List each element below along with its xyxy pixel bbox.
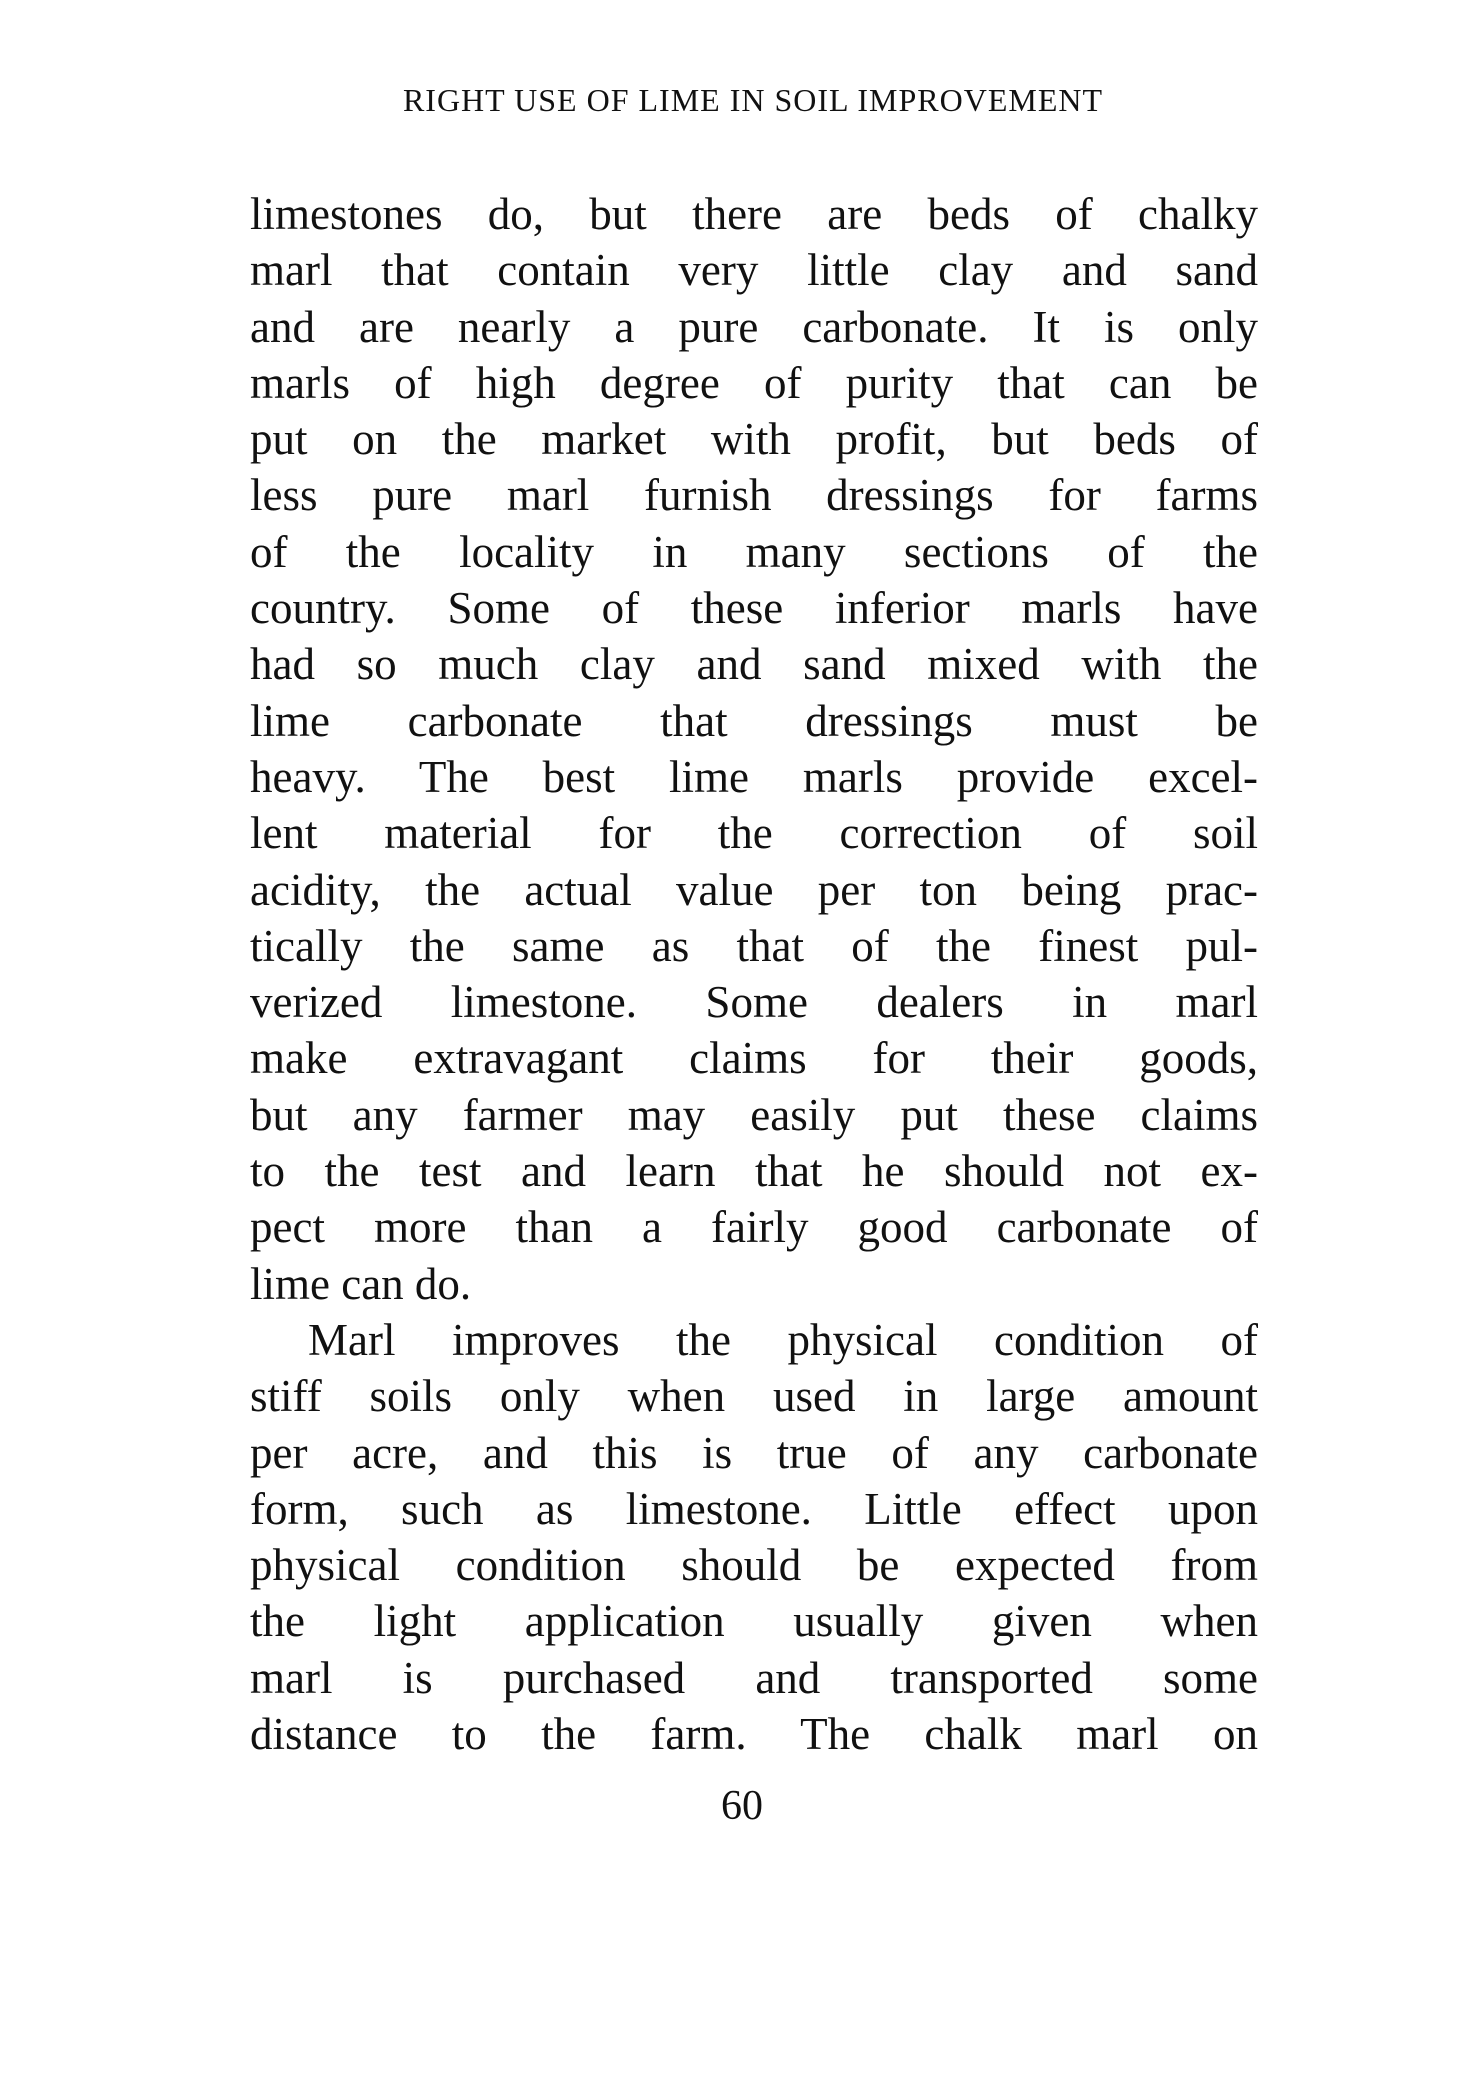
- paragraph: [250, 1312, 1258, 1762]
- text-line: to the test and learn that he should not ex-: [250, 1146, 1258, 1197]
- text-line: marls of high degree of purity that can be: [250, 357, 1258, 408]
- text-line: make extravagant claims for their goods,: [250, 1033, 1258, 1084]
- page-number: 60: [721, 1783, 763, 1829]
- text-line: per acre, and this is true of any carbonate: [250, 1427, 1258, 1478]
- text-line: less pure marl furnish dressings for farms: [250, 470, 1258, 521]
- text-line: marl is purchased and transported some: [250, 1652, 1258, 1703]
- text-line: tically the same as that of the finest pul-: [250, 920, 1258, 971]
- text-line: verized limestone. Some dealers in marl: [250, 977, 1258, 1028]
- text-line: form, such as limestone. Little effect upon: [250, 1483, 1258, 1534]
- running-header: RIGHT USE OF LIME IN SOIL IMPROVEMENT: [402, 82, 1104, 118]
- text-line: pect more than a fairly good carbonate of: [250, 1202, 1258, 1253]
- text-line: marl that contain very little clay and sand: [250, 245, 1258, 296]
- text-line: Marl improves the physical condition of: [308, 1314, 1258, 1365]
- text-line: and are nearly a pure carbonate. It is only: [250, 301, 1258, 352]
- text-line: physical condition should be expected from: [250, 1540, 1258, 1591]
- text-line: put on the market with profit, but beds of: [250, 414, 1258, 465]
- text-line: of the locality in many sections of the: [250, 526, 1258, 577]
- text-line: had so much clay and sand mixed with the: [250, 639, 1258, 690]
- text-line: limestones do, but there are beds of chalky: [250, 189, 1258, 239]
- text-line: but any farmer may easily put these claims: [250, 1089, 1258, 1140]
- text-line: lent material for the correction of soil: [250, 808, 1258, 859]
- body-text: [250, 186, 1258, 1762]
- text-line: heavy. The best lime marls provide excel-: [250, 751, 1258, 802]
- text-line: lime carbonate that dressings must be: [250, 695, 1258, 746]
- text-line: stiff soils only when used in large amount: [250, 1371, 1258, 1422]
- paragraph: [250, 186, 1258, 1312]
- text-line: acidity, the actual value per ton being prac-: [250, 864, 1258, 915]
- text-line: country. Some of these inferior marls have: [250, 583, 1258, 634]
- text-line: lime can do.: [250, 1258, 472, 1309]
- text-line: distance to the farm. The chalk marl on: [250, 1709, 1258, 1760]
- text-line: the light application usually given when: [250, 1596, 1258, 1647]
